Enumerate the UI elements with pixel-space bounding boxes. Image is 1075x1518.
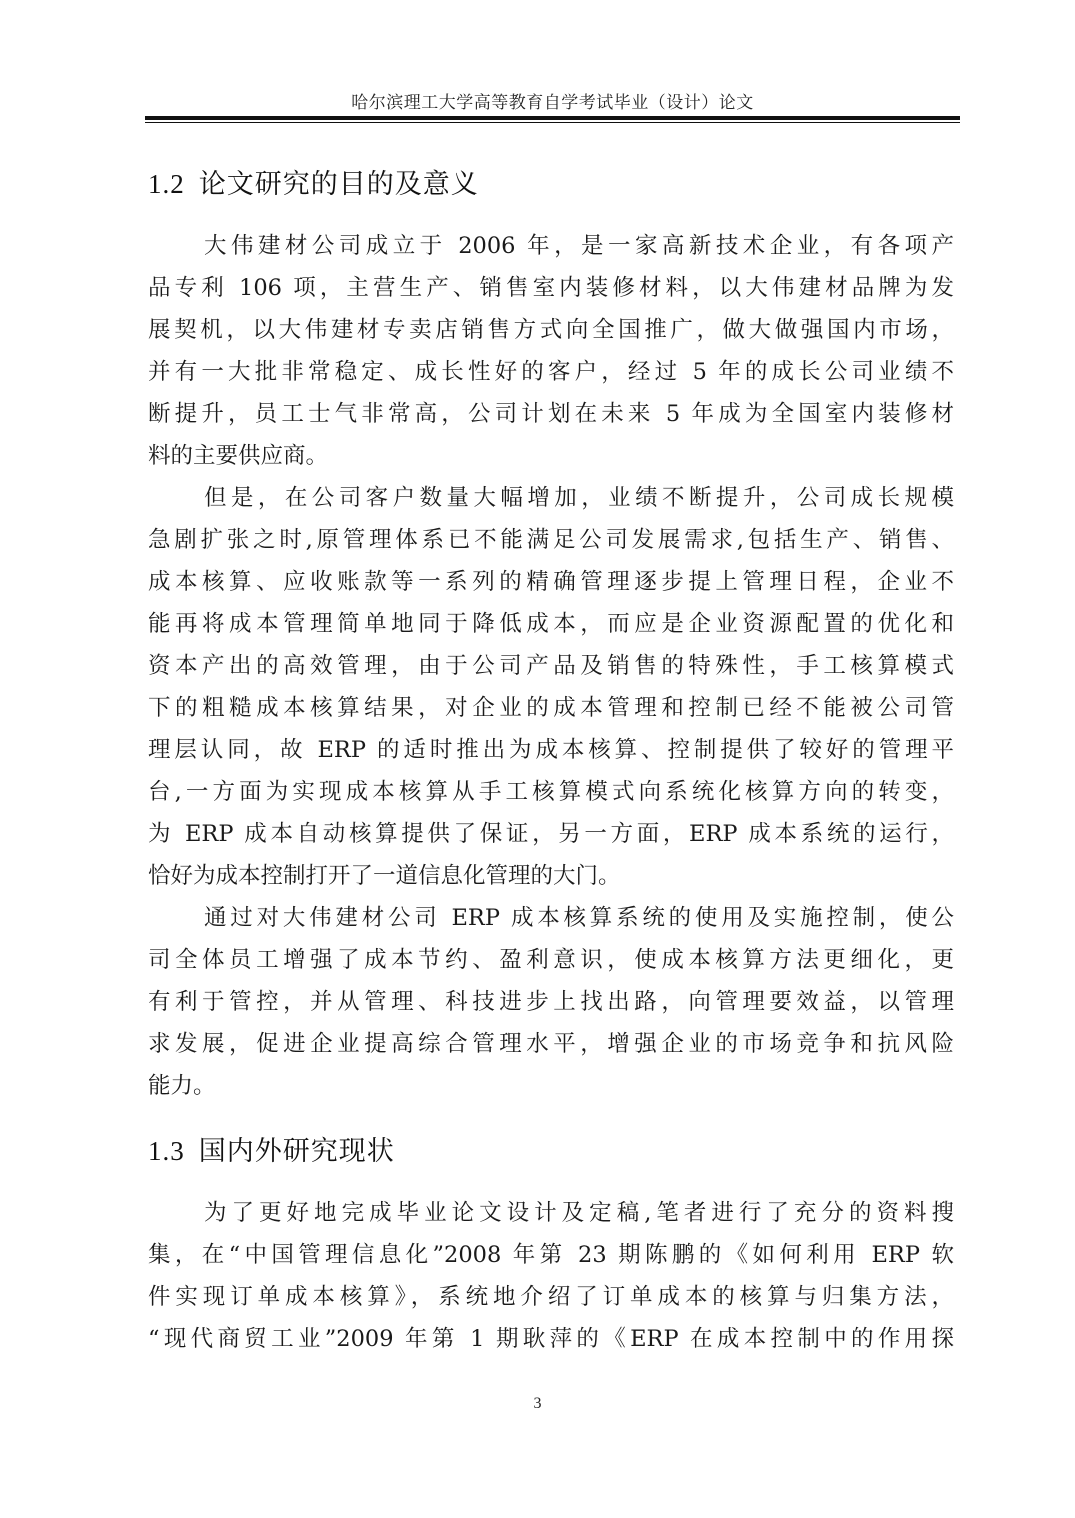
paragraph-line: 但是，在公司客户数量大幅增加，业绩不断提升，公司成长规模 — [204, 485, 954, 511]
paragraph-line: 恰好为成本控制打开了一道信息化管理的大门。 — [148, 863, 621, 889]
paragraph-line: 能力。 — [148, 1073, 216, 1099]
page-number: 3 — [533, 1395, 542, 1412]
paragraph-line: 理层认同，故 ERP 的适时推出为成本核算、控制提供了较好的管理平 — [148, 737, 954, 763]
paragraph-line: 台,一方面为实现成本核算从手工核算模式向系统化核算方向的转变， — [148, 779, 954, 805]
section-number: 1.2 — [148, 169, 185, 199]
paragraph-line: 能再将成本管理简单地同于降低成本，而应是企业资源配置的优化和 — [148, 611, 954, 637]
paragraph-line: 为了更好地完成毕业论文设计及定稿,笔者进行了充分的资料搜 — [204, 1200, 954, 1226]
section-title: 国内外研究现状 — [198, 1136, 395, 1167]
paragraph-line: 大伟建材公司成立于 2006 年，是一家高新技术企业，有各项产 — [204, 233, 954, 259]
paragraph-line: 并有一大批非常稳定、成长性好的客户，经过 5 年的成长公司业绩不 — [148, 359, 954, 385]
paragraph-line: 展契机，以大伟建材专卖店销售方式向全国推广，做大做强国内市场， — [148, 317, 954, 343]
paragraph-line: 下的粗糙成本核算结果，对企业的成本管理和控制已经不能被公司管 — [148, 695, 954, 721]
paragraph-line: 件实现订单成本核算》，系统地介绍了订单成本的核算与归集方法， — [148, 1284, 954, 1310]
paragraph-line: 司全体员工增强了成本节约、盈利意识，使成本核算方法更细化，更 — [148, 947, 954, 973]
paragraph-line: “现代商贸工业”2009 年第 1 期耿萍的《ERP 在成本控制中的作用探 — [148, 1326, 954, 1352]
paragraph-line: 急剧扩张之时,原管理体系已不能满足公司发展需求,包括生产、销售、 — [148, 527, 954, 553]
paragraph-line: 通过对大伟建材公司 ERP 成本核算系统的使用及实施控制，使公 — [204, 905, 954, 931]
paragraph-line: 为 ERP 成本自动核算提供了保证，另一方面，ERP 成本系统的运行， — [148, 821, 954, 847]
paragraph-line: 求发展，促进企业提高综合管理水平，增强企业的市场竞争和抗风险 — [148, 1031, 954, 1057]
section-number: 1.3 — [148, 1136, 185, 1166]
section-title: 论文研究的目的及意义 — [198, 169, 479, 200]
paragraph-line: 品专利 106 项，主营生产、销售室内装修材料，以大伟建材品牌为发 — [148, 275, 954, 301]
header-rule-thin — [145, 122, 960, 123]
header-rule-thick — [145, 116, 960, 120]
paragraph-line: 集，在“中国管理信息化”2008 年第 23 期陈鹏的《如何利用 ERP 软 — [148, 1242, 954, 1268]
section-heading-1-3 — [148, 1129, 395, 1168]
paragraph-line: 有利于管控，并从管理、科技进步上找出路，向管理要效益，以管理 — [148, 989, 954, 1015]
paragraph-line: 资本产出的高效管理，由于公司产品及销售的特殊性，手工核算模式 — [148, 653, 954, 679]
page-header: 哈尔滨理工大学高等教育自学考试毕业（设计）论文 — [351, 93, 754, 113]
paragraph-line: 料的主要供应商。 — [148, 443, 329, 469]
paragraph-line: 断提升，员工士气非常高，公司计划在未来 5 年成为全国室内装修材 — [148, 401, 954, 427]
paragraph-line: 成本核算、应收账款等一系列的精确管理逐步提上管理日程，企业不 — [148, 569, 954, 595]
section-heading-1-2 — [148, 162, 479, 201]
